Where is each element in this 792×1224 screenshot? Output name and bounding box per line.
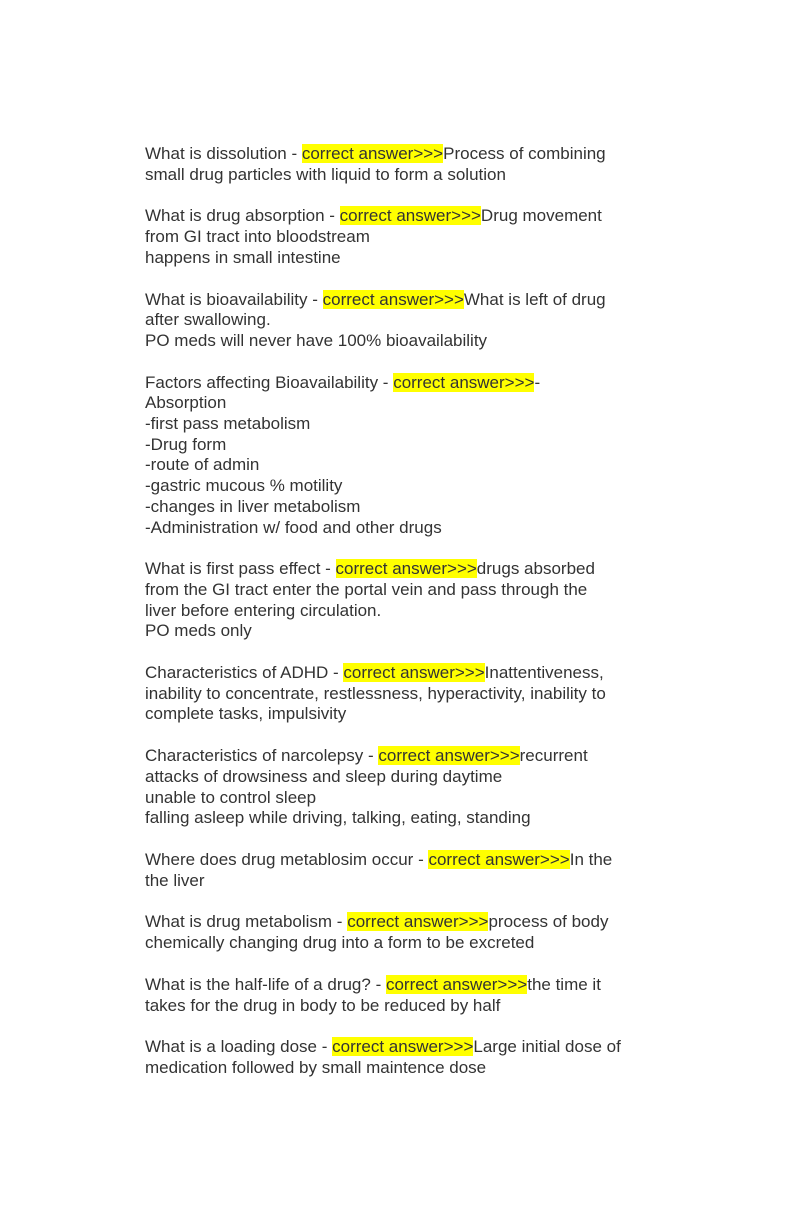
answer-line: Absorption <box>145 393 227 413</box>
question-text: What is first pass effect - <box>145 559 336 579</box>
answer-text: What is left of drug <box>463 289 606 309</box>
answer-line: -first pass metabolism <box>145 414 311 434</box>
question-text: Characteristics of narcolepsy - <box>145 746 379 766</box>
qa-item <box>145 850 665 891</box>
answer-text: In the <box>569 849 613 869</box>
answer-line: -Administration w/ food and other drugs <box>145 517 442 537</box>
question-line <box>145 1037 665 1058</box>
qa-item <box>145 206 665 268</box>
answer-text: drugs absorbed <box>476 559 595 579</box>
question-text: What is the half-life of a drug? - <box>145 974 386 994</box>
answer-marker: correct answer>>> <box>343 663 485 683</box>
answer-line: the liver <box>145 870 205 890</box>
qa-item <box>145 663 665 725</box>
question-text: Characteristics of ADHD - <box>145 663 344 683</box>
answer-line: PO meds only <box>145 621 252 641</box>
qa-item <box>145 290 665 352</box>
answer-line: from the GI tract enter the portal vein and pass through the <box>145 579 588 599</box>
answer-marker: correct answer>>> <box>339 206 481 226</box>
answer-text: - <box>534 372 541 392</box>
answer-line: medication followed by small maintence dose <box>145 1057 487 1077</box>
question-line <box>145 663 665 684</box>
answer-line: chemically changing drug into a form to be excreted <box>145 933 535 953</box>
question-line <box>145 975 665 996</box>
answer-line: PO meds will never have 100% bioavailability <box>145 330 488 350</box>
answer-text: Inattentiveness, <box>484 663 604 683</box>
answer-text: the time it <box>527 974 601 994</box>
answer-text: Process of combining <box>443 144 606 163</box>
answer-marker: correct answer>>> <box>393 372 535 392</box>
answer-marker: correct answer>>> <box>347 912 489 932</box>
answer-marker: correct answer>>> <box>332 1037 474 1057</box>
qa-item <box>145 559 665 642</box>
answer-line: takes for the drug in body to be reduced by half <box>145 995 501 1015</box>
question-text: What is drug metabolism - <box>145 912 348 932</box>
question-line <box>145 144 665 165</box>
answer-line: small drug particles with liquid to form a solution <box>145 164 506 184</box>
qa-item <box>145 912 665 953</box>
answer-marker: correct answer>>> <box>322 289 464 309</box>
qa-item <box>145 144 665 185</box>
answer-line: inability to concentrate, restlessness, hyperactivity, inability to <box>145 683 606 703</box>
question-text: What is dissolution - <box>145 144 302 163</box>
answer-line: complete tasks, impulsivity <box>145 704 347 724</box>
question-line <box>145 290 665 311</box>
answer-line: -changes in liver metabolism <box>145 496 361 516</box>
qa-item <box>145 975 665 1016</box>
qa-list <box>145 144 665 1100</box>
question-line <box>145 746 665 767</box>
answer-line: liver before entering circulation. <box>145 600 382 620</box>
qa-item <box>145 746 665 829</box>
answer-text: Drug movement <box>480 206 602 226</box>
question-text: Factors affecting Bioavailability - <box>145 372 394 392</box>
answer-line: after swallowing. <box>145 310 271 330</box>
answer-line: happens in small intestine <box>145 247 341 267</box>
answer-text: Large initial dose of <box>473 1037 621 1057</box>
question-text: What is a loading dose - <box>145 1037 333 1057</box>
question-line <box>145 206 665 227</box>
answer-marker: correct answer>>> <box>378 746 520 766</box>
question-line <box>145 912 665 933</box>
question-text: What is drug absorption - <box>145 206 340 226</box>
answer-marker: correct answer>>> <box>428 849 570 869</box>
answer-marker: correct answer>>> <box>385 974 528 994</box>
answer-line: from GI tract into bloodstream <box>145 227 370 247</box>
question-line <box>145 850 665 871</box>
qa-item <box>145 373 665 539</box>
answer-text: recurrent <box>519 746 588 766</box>
question-text: What is bioavailability - <box>145 289 323 309</box>
answer-line: -gastric mucous % motility <box>145 476 343 496</box>
answer-line: -route of admin <box>145 455 260 475</box>
answer-text: process of body <box>488 912 609 932</box>
question-line <box>145 373 665 394</box>
answer-line: falling asleep while driving, talking, eating, standing <box>145 808 531 828</box>
question-text: Where does drug metablosim occur - <box>145 849 429 869</box>
question-line <box>145 559 665 580</box>
answer-line: -Drug form <box>145 434 227 454</box>
answer-marker: correct answer>>> <box>301 144 444 163</box>
qa-item <box>145 1037 665 1078</box>
answer-line: attacks of drowsiness and sleep during daytime <box>145 766 503 786</box>
answer-line: unable to control sleep <box>145 787 317 807</box>
answer-marker: correct answer>>> <box>335 559 477 579</box>
